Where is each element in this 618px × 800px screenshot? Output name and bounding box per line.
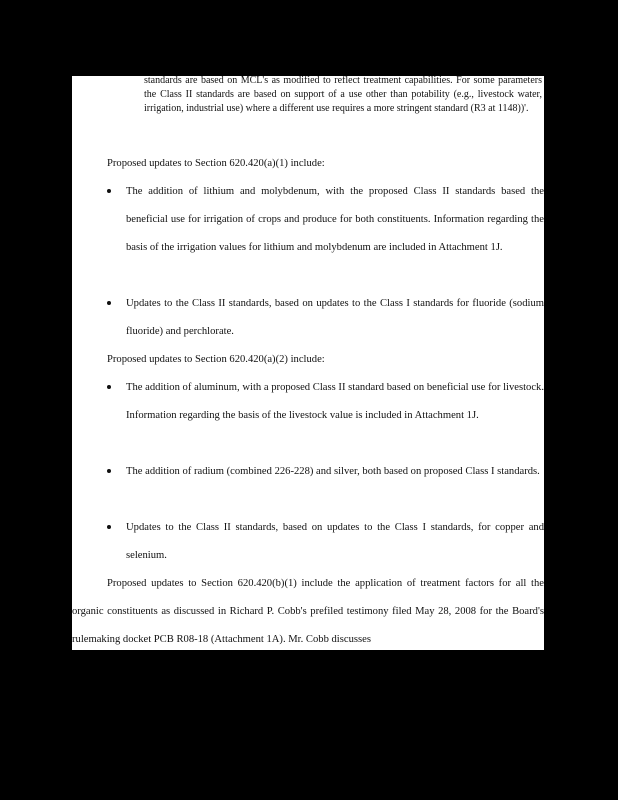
bullet-item (72, 514, 544, 570)
bullet-text: Updates to the Class II standards, based on updates to the Class I standards for fluoride (sodium fluoride) and perchlorate. (126, 298, 544, 337)
bullet-item (72, 374, 544, 430)
paragraph-a1-intro: Proposed updates to Section 620.420(a)(1) include: (107, 158, 325, 169)
bullet-item (72, 178, 544, 262)
bullet-text: The addition of radium (combined 226-228) and silver, both based on proposed Class I standards. (126, 466, 540, 477)
block-quote: standards are based on MCL's as modified to reflect treatment capabilities. For some parameters the Class II standards are based on support of a use other than potability (e.g., livestock water, irrigation, industrial use) where a different use requires a more stringent standard (R3 at 1148))'. (144, 76, 542, 114)
bullet-text: The addition of lithium and molybdenum, with the proposed Class II standards based the beneficial use for irrigation of crops and produce for both constituents. Information regarding the basis of the irrigation values for lithium and molybdenum are included in Attachment 1J. (126, 186, 544, 253)
document-page (72, 76, 544, 650)
paragraph-a2-intro: Proposed updates to Section 620.420(a)(2) include: (107, 354, 325, 365)
bullet-dot-icon (107, 301, 111, 305)
bullet-dot-icon (107, 189, 111, 193)
bullet-text: Updates to the Class II standards, based on updates to the Class I standards, for copper and selenium. (126, 522, 544, 561)
bullet-dot-icon (107, 469, 111, 473)
bullet-text: The addition of aluminum, with a proposed Class II standard based on beneficial use for livestock. Information regarding the basis of the livestock value is included in Attachment 1J. (126, 382, 544, 421)
bullet-dot-icon (107, 525, 111, 529)
bullet-item (72, 458, 544, 486)
bullet-dot-icon (107, 385, 111, 389)
bullet-item (72, 290, 544, 346)
paragraph-b1: Proposed updates to Section 620.420(b)(1) include the application of treatment factors for all the organic constituents as discussed in Richard P. Cobb's prefiled testimony filed May 28, 2008 for the Board's rulemaking docket PCB R08-18 (Attachment 1A). Mr. Cobb discusses (72, 578, 544, 645)
